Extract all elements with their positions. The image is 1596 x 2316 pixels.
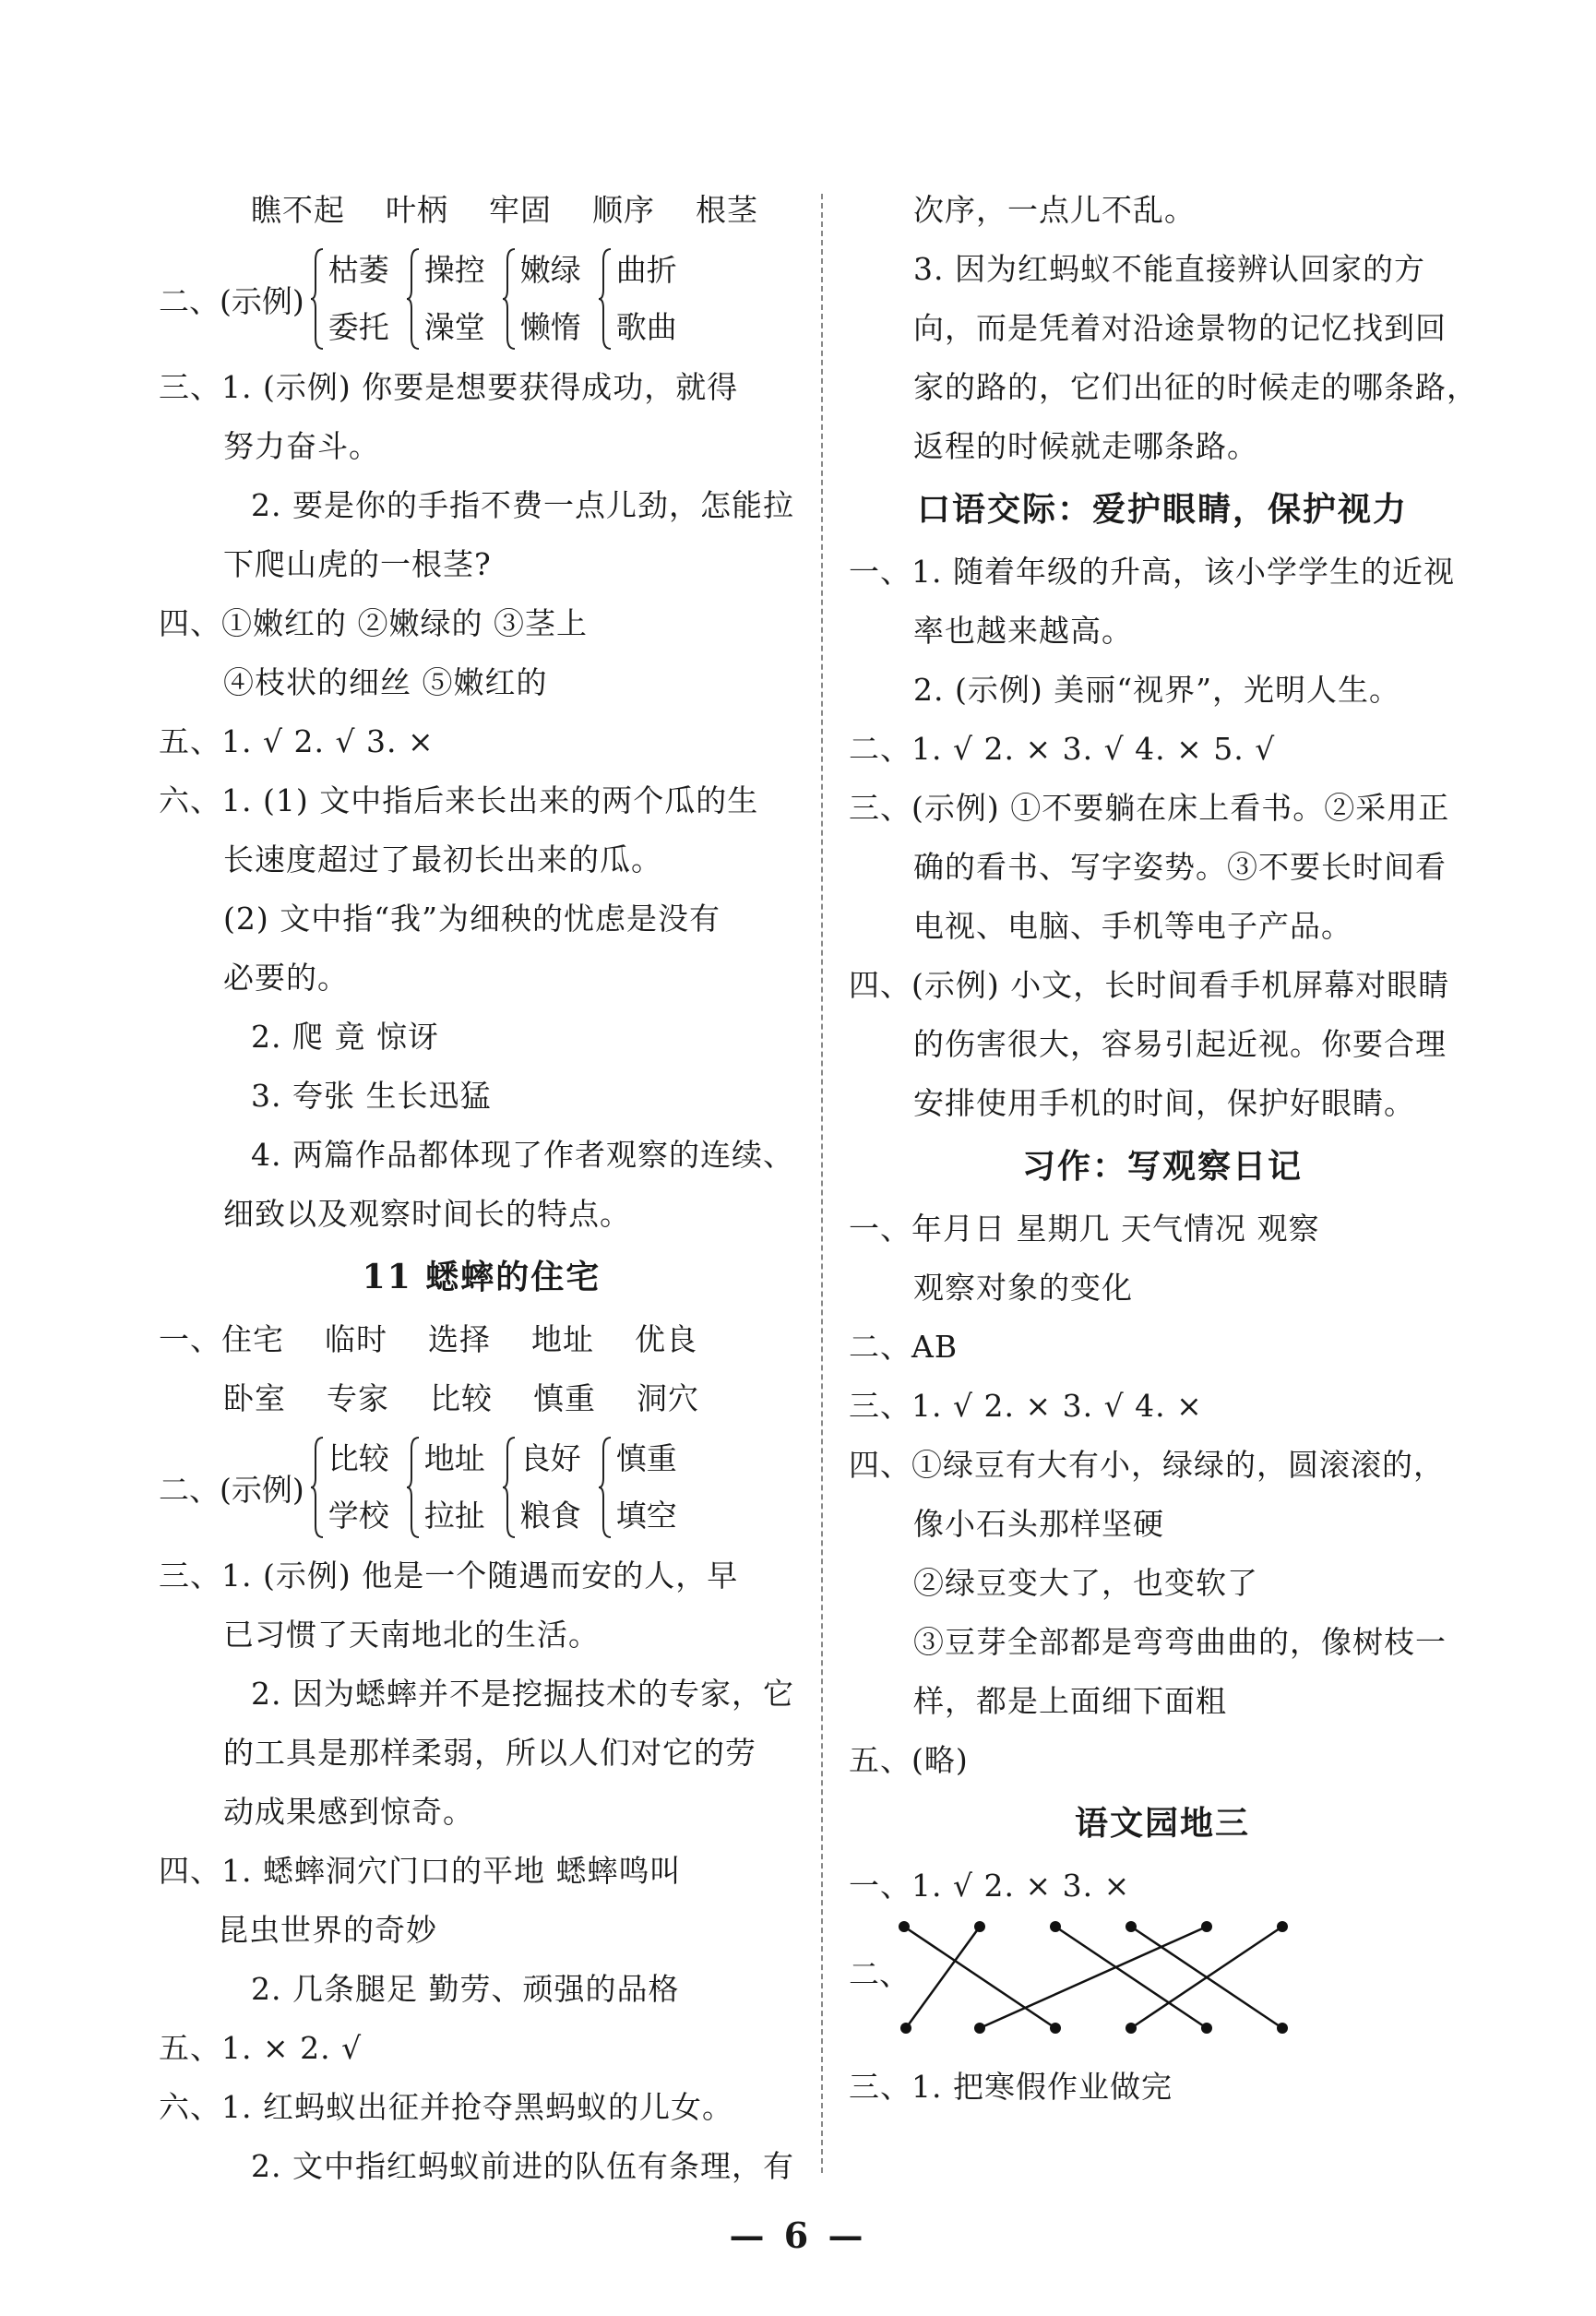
brace-icon bbox=[598, 1436, 613, 1539]
word-pair bbox=[502, 242, 581, 356]
pair-word: 枯萎 bbox=[328, 252, 389, 288]
brace-icon bbox=[502, 247, 517, 351]
answer-line: 的伤害很大，容易引起近视。你要合理 bbox=[913, 1026, 1447, 1062]
word: 顺序 bbox=[592, 192, 655, 228]
word: 瞧不起 bbox=[251, 192, 345, 228]
left-column bbox=[159, 181, 804, 2196]
section-label: 二、(示例) bbox=[159, 282, 304, 319]
brace-icon bbox=[406, 1436, 421, 1539]
answer-line: 3. 夸张 生长迅猛 bbox=[251, 1078, 492, 1114]
answer-line: 三、1. 把寒假作业做完 bbox=[849, 2069, 1173, 2105]
answer-line: 向，而是凭着对沿途景物的记忆找到回 bbox=[913, 310, 1447, 346]
answer-line: 六、1. (1) 文中指后来长出来的两个瓜的生 bbox=[159, 782, 759, 818]
brace-icon bbox=[598, 247, 613, 351]
answer-line: 的工具是那样柔弱，所以人们对它的劳 bbox=[223, 1735, 756, 1771]
word-pair bbox=[598, 242, 677, 356]
match-dot bbox=[1277, 2023, 1288, 2034]
match-dot bbox=[974, 1921, 985, 1932]
word: 叶柄 bbox=[386, 192, 448, 228]
answer-line: 二、AB bbox=[849, 1329, 959, 1365]
pair-word: 慎重 bbox=[615, 1440, 677, 1476]
answer-line: 三、1. (示例) 他是一个随遇而安的人，早 bbox=[159, 1558, 739, 1594]
answer-line: 次序，一点儿不乱。 bbox=[913, 192, 1196, 228]
word: 比较 bbox=[430, 1380, 493, 1416]
column-divider bbox=[821, 194, 823, 2173]
pair-word: 懒惰 bbox=[519, 309, 581, 345]
answer-line: 2. 因为蟋蟀并不是挖掘技术的专家，它 bbox=[251, 1676, 794, 1712]
answer-line: 必要的。 bbox=[223, 960, 349, 996]
word-pair bbox=[598, 1430, 677, 1545]
word: 住宅 bbox=[221, 1321, 284, 1357]
pair-word: 操控 bbox=[423, 252, 485, 288]
answer-line: 五、1. × 2. √ bbox=[159, 2030, 363, 2066]
answer-line: 努力奋斗。 bbox=[223, 428, 380, 464]
matching-diagram bbox=[849, 1919, 1476, 2058]
section-title: 语文园地三 bbox=[1074, 1804, 1250, 1843]
answer-line: 确的看书、写字姿势。③不要长时间看 bbox=[913, 849, 1447, 885]
pair-word: 良好 bbox=[519, 1440, 581, 1476]
brace-pairs-section bbox=[159, 1428, 804, 1546]
answer-line: 样，都是上面细下面粗 bbox=[913, 1683, 1227, 1719]
word: 临时 bbox=[325, 1321, 387, 1357]
right-column bbox=[849, 181, 1476, 2117]
answer-line: 2. 爬 竟 惊讶 bbox=[251, 1019, 439, 1055]
match-dot bbox=[1050, 2023, 1061, 2034]
answer-line: 三、1. √ 2. × 3. √ 4. × bbox=[849, 1388, 1203, 1424]
word: 地址 bbox=[531, 1321, 594, 1357]
word-pair bbox=[310, 242, 389, 356]
match-dot bbox=[1277, 1921, 1288, 1932]
answer-line: (2) 文中指“我”为细秧的忧虑是没有 bbox=[223, 901, 721, 937]
word: 根茎 bbox=[696, 192, 758, 228]
answer-line: 六、1. 红蚂蚁出征并抢夺黑蚂蚁的儿女。 bbox=[159, 2089, 733, 2125]
brace-pairs-section bbox=[159, 240, 804, 358]
brace-icon bbox=[406, 247, 421, 351]
match-dot bbox=[974, 2023, 985, 2034]
answer-line: 一、年月日 星期几 天气情况 观察 bbox=[849, 1211, 1320, 1247]
pair-word: 学校 bbox=[328, 1498, 389, 1534]
answer-line: 二、1. √ 2. × 3. √ 4. × 5. √ bbox=[849, 731, 1276, 767]
word: 专家 bbox=[327, 1380, 389, 1416]
answer-line bbox=[159, 1369, 804, 1428]
answer-line: 已习惯了天南地北的生活。 bbox=[223, 1617, 600, 1653]
answer-line: 下爬山虎的一根茎? bbox=[223, 546, 492, 582]
answer-line: 三、(示例) ①不要躺在床上看书。②采用正 bbox=[849, 790, 1450, 826]
section-title: 习作：写观察日记 bbox=[1021, 1147, 1303, 1186]
match-dot bbox=[1126, 1921, 1137, 1932]
section-label: 二、 bbox=[849, 1956, 910, 1992]
answer-line: 四、1. 蟋蟀洞穴门口的平地 蟋蟀鸣叫 bbox=[159, 1853, 682, 1889]
pair-word: 委托 bbox=[328, 309, 389, 345]
brace-icon bbox=[310, 247, 325, 351]
match-dot bbox=[1201, 1921, 1212, 1932]
answer-line: 2. (示例) 美丽“视界”，光明人生。 bbox=[913, 672, 1400, 708]
word: 卧室 bbox=[223, 1380, 286, 1416]
brace-icon bbox=[502, 1436, 517, 1539]
pair-word: 粮食 bbox=[519, 1498, 581, 1534]
pair-word: 地址 bbox=[423, 1440, 485, 1476]
answer-line: 五、1. √ 2. √ 3. × bbox=[159, 723, 435, 759]
answer-line: 一、1. √ 2. × 3. × bbox=[849, 1868, 1131, 1904]
match-dot bbox=[1050, 1921, 1061, 1932]
answer-line: 观察对象的变化 bbox=[913, 1270, 1133, 1306]
lesson-title: 11 蟋蟀的住宅 bbox=[362, 1258, 601, 1296]
matching-lines bbox=[849, 1919, 1402, 2058]
match-dot bbox=[899, 1921, 910, 1932]
answer-line: 电视、电脑、手机等电子产品。 bbox=[913, 908, 1352, 944]
answer-line: 长速度超过了最初长出来的瓜。 bbox=[223, 842, 662, 877]
section-label: 二、(示例) bbox=[159, 1471, 304, 1508]
pair-word: 比较 bbox=[328, 1440, 389, 1476]
answer-line: 细致以及观察时间长的特点。 bbox=[223, 1196, 631, 1232]
answer-line: 家的路的，它们出征的时候走的哪条路， bbox=[913, 369, 1478, 405]
answer-line: 2. 几条腿足 勤劳、顽强的品格 bbox=[251, 1971, 680, 2007]
answer-line: 2. 要是你的手指不费一点儿劲，怎能拉 bbox=[251, 487, 794, 523]
answer-line: 率也越来越高。 bbox=[913, 613, 1133, 649]
answer-line: ③豆芽全部都是弯弯曲曲的，像树枝一 bbox=[913, 1624, 1447, 1660]
answer-line: 安排使用手机的时间，保护好眼睛。 bbox=[913, 1085, 1415, 1121]
word-pair bbox=[502, 1430, 581, 1545]
match-dot bbox=[1201, 2023, 1212, 2034]
pair-word: 嫩绿 bbox=[519, 252, 581, 288]
answer-line: 4. 两篇作品都体现了作者观察的连续、 bbox=[251, 1137, 794, 1173]
answer-line: 一、1. 随着年级的升高，该小学学生的近视 bbox=[849, 554, 1455, 590]
pair-word: 拉扯 bbox=[423, 1498, 485, 1534]
answer-line: 3. 因为红蚂蚁不能直接辨认回家的方 bbox=[913, 251, 1425, 287]
pair-word: 歌曲 bbox=[615, 309, 677, 345]
answer-line: 四、①嫩红的 ②嫩绿的 ③茎上 bbox=[159, 605, 588, 641]
page-number: — 6 — bbox=[729, 2215, 867, 2256]
answer-line: 三、1. (示例) 你要是想要获得成功，就得 bbox=[159, 369, 739, 405]
answer-line: ④枝状的细丝 ⑤嫩红的 bbox=[223, 664, 548, 700]
word: 优良 bbox=[635, 1321, 697, 1357]
answer-line: 动成果感到惊奇。 bbox=[223, 1794, 474, 1830]
word: 牢固 bbox=[489, 192, 552, 228]
word: 洞穴 bbox=[637, 1380, 699, 1416]
answer-line: ②绿豆变大了，也变软了 bbox=[913, 1565, 1258, 1601]
word-pair bbox=[406, 242, 485, 356]
answer-line: 2. 文中指红蚂蚁前进的队伍有条理，有 bbox=[251, 2148, 794, 2184]
answer-line bbox=[159, 1310, 804, 1369]
answer-line: 五、(略) bbox=[849, 1742, 969, 1778]
word-pair bbox=[310, 1430, 389, 1545]
word: 慎重 bbox=[533, 1380, 596, 1416]
answer-line: 像小石头那样坚硬 bbox=[913, 1506, 1164, 1542]
section-label: 一、 bbox=[159, 1321, 221, 1357]
pair-word: 澡堂 bbox=[423, 309, 485, 345]
brace-icon bbox=[310, 1436, 325, 1539]
word: 选择 bbox=[428, 1321, 491, 1357]
pair-word: 填空 bbox=[615, 1498, 677, 1534]
match-dot bbox=[900, 2023, 911, 2034]
word-pair bbox=[406, 1430, 485, 1545]
answer-line: 返程的时候就走哪条路。 bbox=[913, 428, 1258, 464]
pair-word: 曲折 bbox=[615, 252, 677, 288]
answer-line: 昆虫世界的奇妙 bbox=[218, 1912, 437, 1948]
section-title: 口语交际：爱护眼睛，保护视力 bbox=[916, 490, 1408, 529]
answer-line: 四、①绿豆有大有小，绿绿的，圆滚滚的， bbox=[849, 1447, 1445, 1483]
answer-line: 四、(示例) 小文，长时间看手机屏幕对眼睛 bbox=[849, 967, 1450, 1003]
answer-line bbox=[159, 181, 804, 240]
match-dot bbox=[1126, 2023, 1137, 2034]
